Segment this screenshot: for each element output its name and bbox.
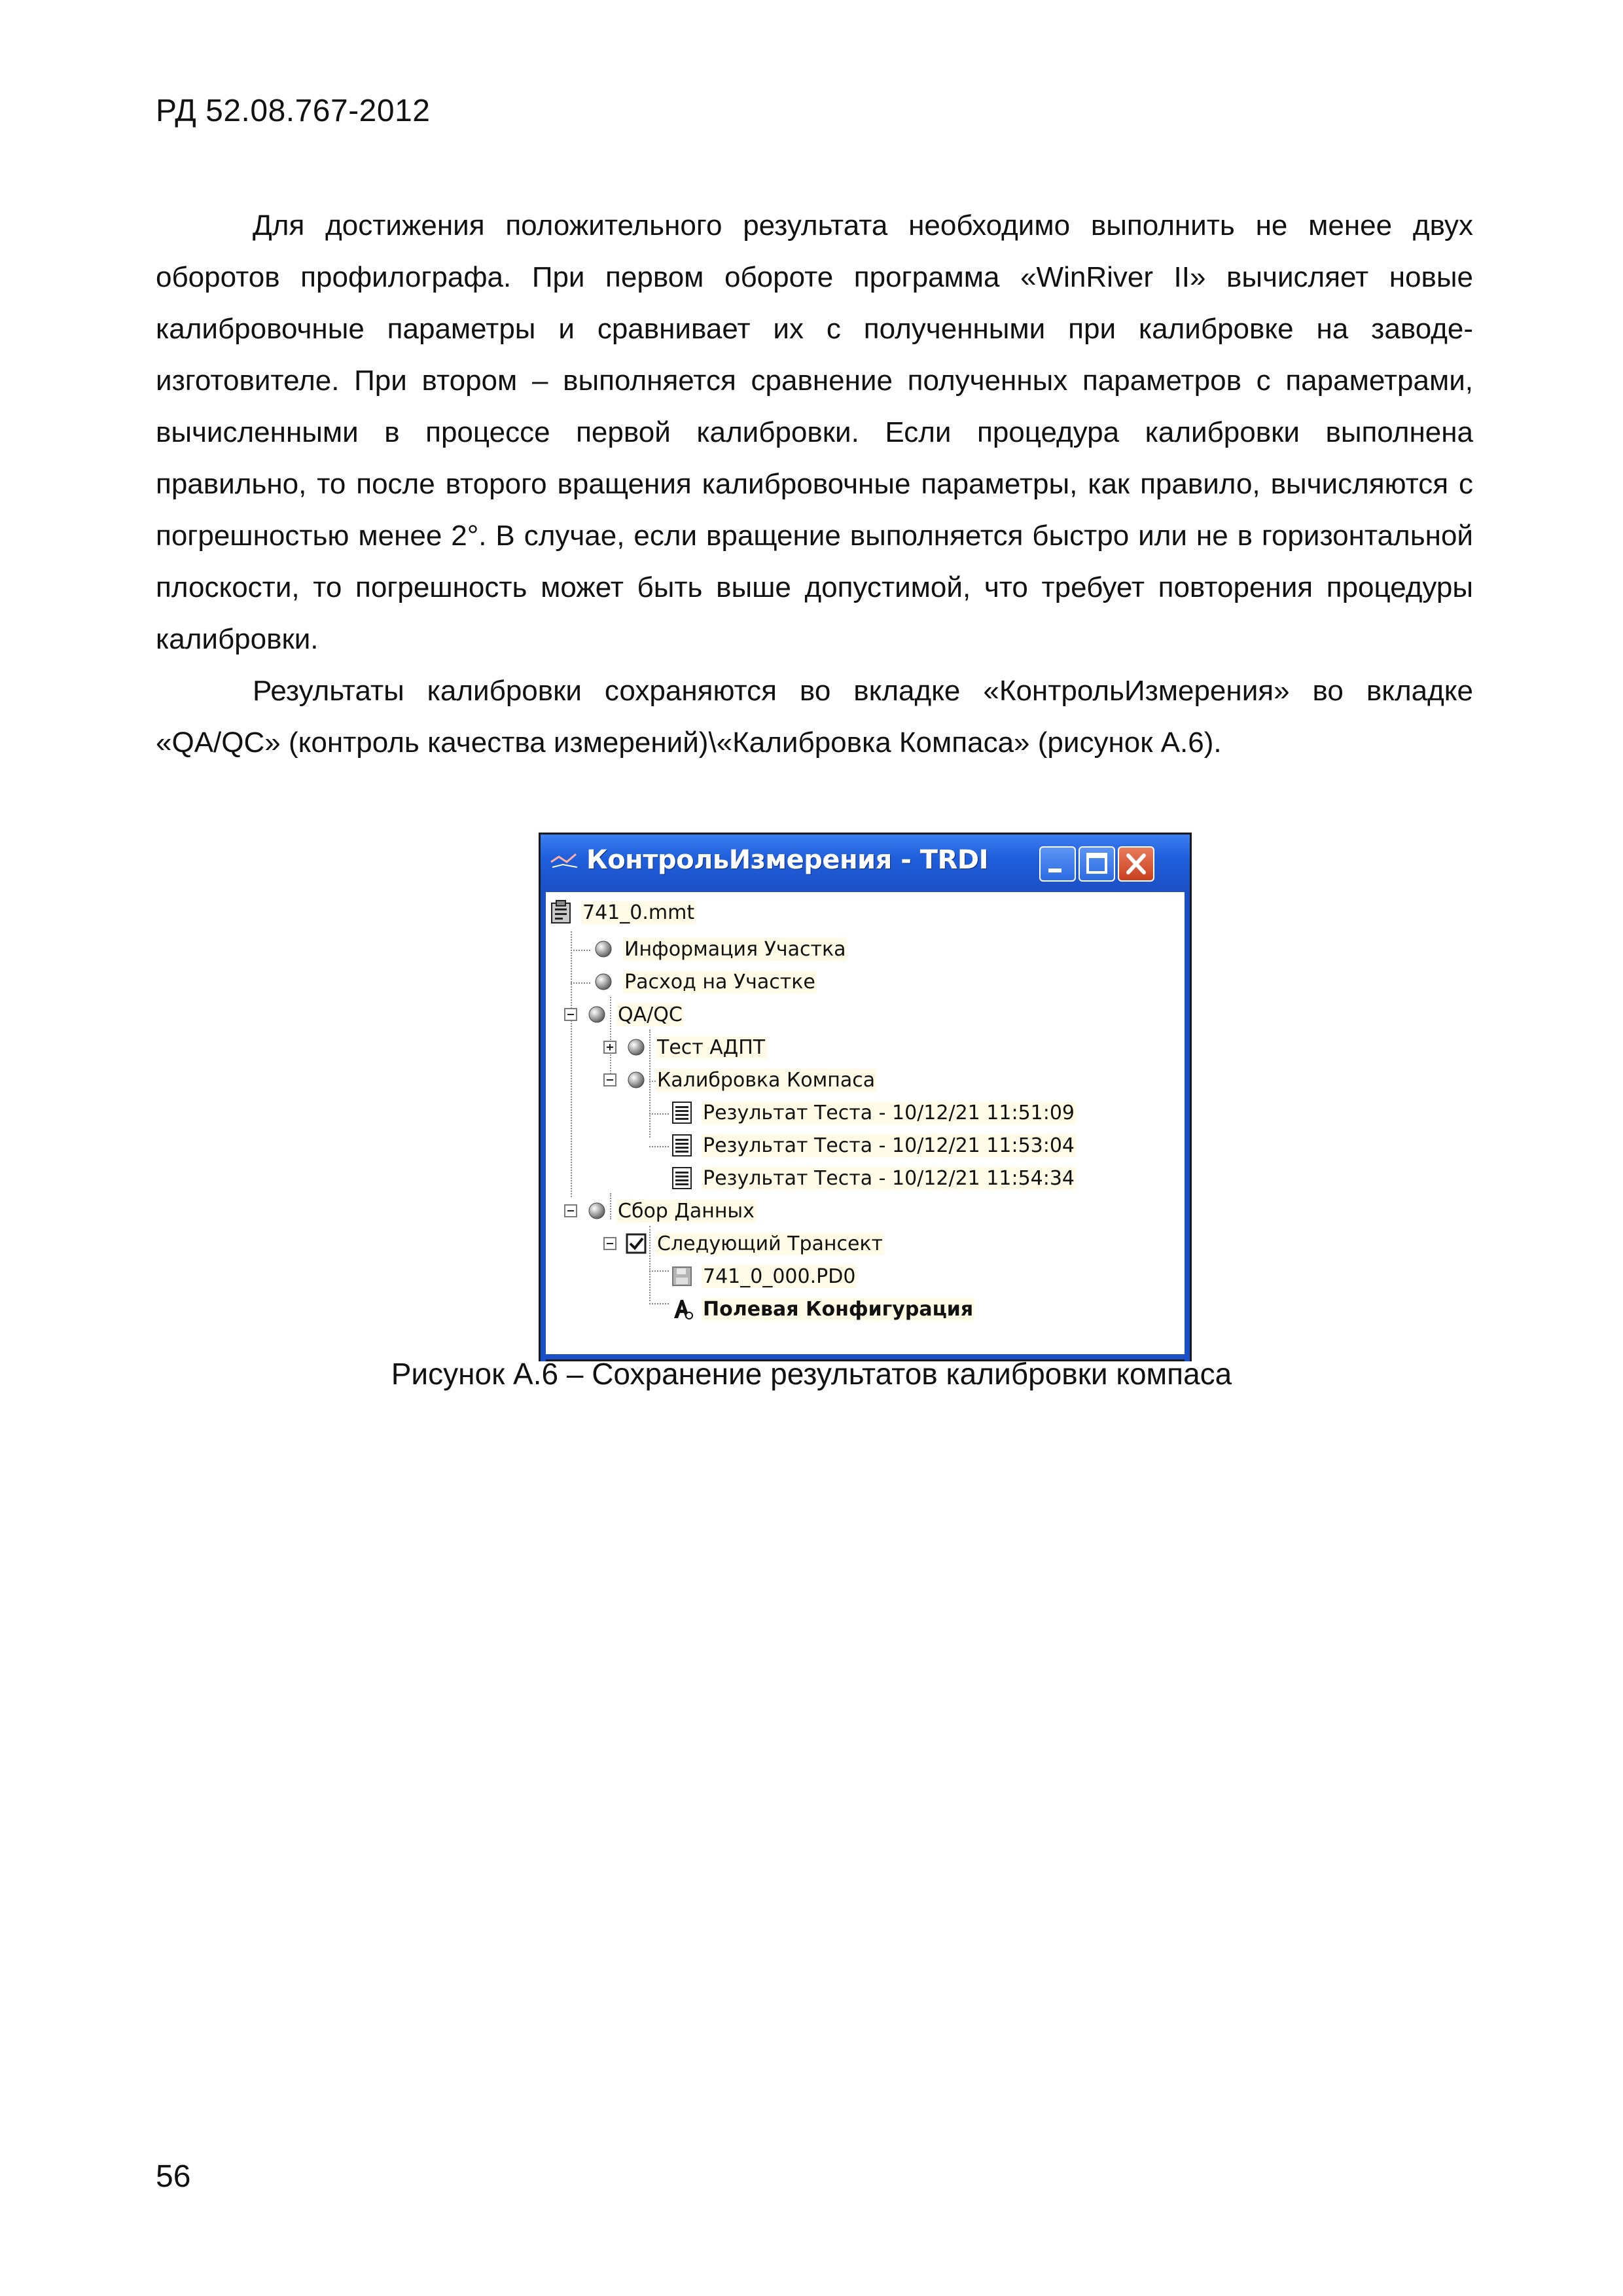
document-icon bbox=[669, 1100, 695, 1126]
document-icon bbox=[669, 1165, 695, 1191]
tree-item-label: Результат Теста - 10/12/21 11:51:09 bbox=[703, 1101, 1075, 1124]
maximize-button[interactable] bbox=[1079, 846, 1115, 882]
expand-toggle[interactable] bbox=[603, 1041, 616, 1054]
tree-item-test-result[interactable] bbox=[669, 1162, 1076, 1194]
document-code: РД 52.08.767-2012 bbox=[156, 94, 431, 128]
tree-item-test-result[interactable] bbox=[669, 1096, 1076, 1129]
app-icon bbox=[550, 848, 580, 874]
figure-caption: Рисунок А.6 – Сохранение результатов калибровки компаса bbox=[391, 1357, 1232, 1391]
collapse-toggle[interactable] bbox=[603, 1237, 616, 1250]
tree-item-label: Расход на Участке bbox=[624, 970, 815, 994]
window-border-right bbox=[1185, 892, 1190, 1361]
collapse-toggle[interactable] bbox=[564, 1008, 577, 1021]
checkbox-icon[interactable] bbox=[623, 1230, 649, 1257]
tree-item-pd0-file[interactable] bbox=[669, 1260, 857, 1293]
tree-item-compass-calibration[interactable] bbox=[603, 1064, 876, 1096]
sphere-icon bbox=[584, 1001, 610, 1028]
tree-line bbox=[649, 1113, 669, 1115]
window-border-left bbox=[541, 892, 546, 1361]
tree-item-label: Информация Участка bbox=[624, 937, 846, 961]
tree-item-label: Следующий Трансект bbox=[657, 1232, 883, 1255]
tree-item-label: Тест АДПТ bbox=[657, 1035, 766, 1059]
measurement-control-tree bbox=[546, 892, 1183, 1356]
tree-line bbox=[571, 982, 590, 984]
tree-item-data-collection[interactable] bbox=[564, 1194, 756, 1227]
tree-item-label: QA/QC bbox=[618, 1003, 683, 1026]
tree-item-adcp-test[interactable] bbox=[603, 1031, 766, 1064]
tree-item-field-configuration[interactable] bbox=[669, 1293, 974, 1325]
page-number: 56 bbox=[156, 2159, 191, 2194]
tree-item-label: Результат Теста - 10/12/21 11:53:04 bbox=[703, 1134, 1075, 1157]
sphere-icon bbox=[584, 1198, 610, 1224]
paragraph-1: Для достижения положительного результата необходимо выполнить не менее двух оборотов профилографа. При первом обороте программа «WinRiver II» вычисляет новые калибровочные параметры и сравнивает их с полученными при калибровке на заводе-изготовителе. При втором – выполняется сравнение полученных параметров с параметрами, вычисленными в процессе первой калибровки. Если процедура калибровки выполнена правильно, то после второго вращения калибровочные параметры, как правило, вычисляются с погрешностью менее 2°. В случае, если вращение выполняется быстро или не в горизонтальной плоскости, то погрешность может быть выше допустимой, что требует повторения процедуры калибровки. bbox=[156, 209, 1473, 655]
tree-item-label: Полевая Конфигурация bbox=[703, 1297, 974, 1321]
sphere-icon bbox=[623, 1034, 649, 1060]
collapse-toggle[interactable] bbox=[564, 1204, 577, 1217]
close-button[interactable] bbox=[1118, 846, 1154, 882]
configuration-icon bbox=[669, 1296, 695, 1322]
tree-line bbox=[649, 1270, 669, 1272]
tree-line bbox=[571, 931, 572, 1197]
sphere-icon bbox=[590, 969, 616, 995]
collapse-toggle[interactable] bbox=[603, 1073, 616, 1086]
paragraph-2: Результаты калибровки сохраняются во вкладке «КонтрольИзмерения» во вкладке «QA/QC» (контроль качества измерений)\«Калибровка Компаса» (рисунок А.6). bbox=[156, 675, 1473, 759]
tree-item-site-info[interactable] bbox=[590, 933, 847, 965]
tree-line bbox=[571, 950, 590, 951]
clipboard-icon bbox=[548, 899, 575, 925]
tree-item-next-transect[interactable] bbox=[603, 1227, 884, 1260]
screenshot-window bbox=[539, 833, 1192, 1361]
minimize-button[interactable] bbox=[1039, 846, 1076, 882]
sphere-icon bbox=[590, 936, 616, 962]
tree-item-qaqc[interactable] bbox=[564, 998, 684, 1031]
tree-item-site-discharge[interactable] bbox=[590, 965, 817, 998]
tree-line bbox=[649, 1303, 669, 1304]
tree-line bbox=[649, 1146, 669, 1147]
sphere-icon bbox=[623, 1067, 649, 1093]
window-titlebar[interactable] bbox=[541, 834, 1190, 892]
tree-item-label: 741_0.mmt bbox=[582, 901, 695, 924]
tree-item-test-result[interactable] bbox=[669, 1129, 1076, 1162]
tree-item-label: Калибровка Компаса bbox=[657, 1068, 876, 1092]
body-text bbox=[156, 200, 1473, 768]
floppy-disk-icon bbox=[669, 1263, 695, 1289]
tree-item-label: Результат Теста - 10/12/21 11:54:34 bbox=[703, 1166, 1075, 1190]
document-icon bbox=[669, 1132, 695, 1158]
window-title: КонтрольИзмерения - TRDI bbox=[586, 845, 988, 875]
tree-item-label: Сбор Данных bbox=[618, 1199, 755, 1223]
tree-item-label: 741_0_000.PD0 bbox=[703, 1265, 856, 1288]
tree-item-root[interactable] bbox=[548, 896, 696, 929]
